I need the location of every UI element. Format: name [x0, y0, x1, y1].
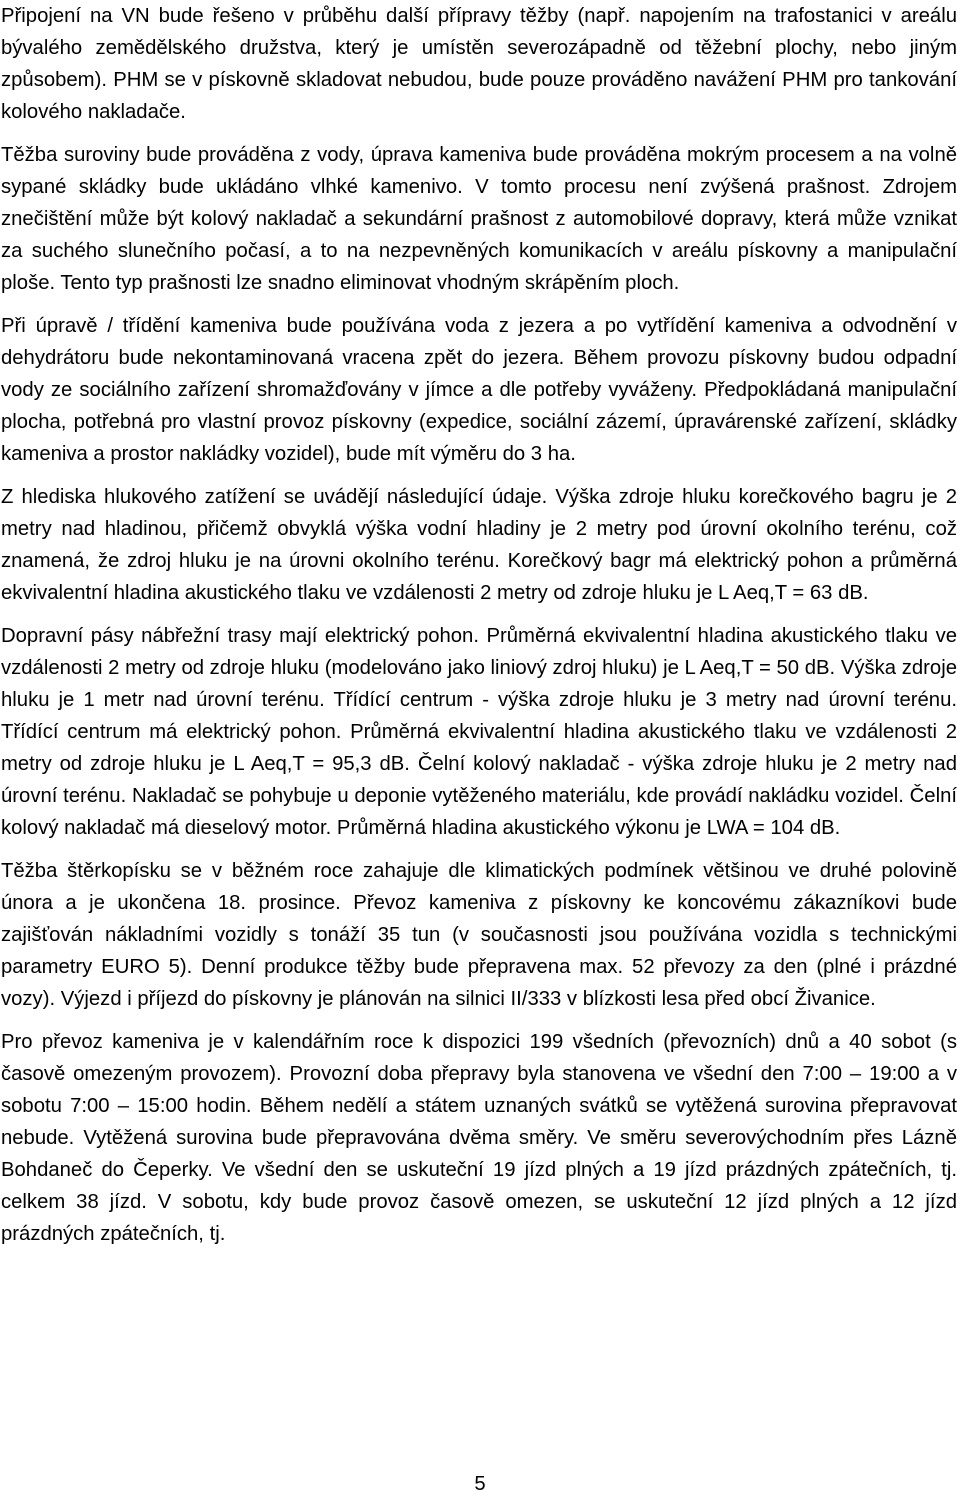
paragraph-4: Z hlediska hlukového zatížení se uvádějí následující údaje. Výška zdroje hluku korečkového bagru je 2 metry nad hladinou, přičemž obvyklá výška vodní hladiny je 2 metry pod úrovní okolního terénu, což znamená, že zdroj hluku je na úrovni okolního terénu. Korečkový bagr má elektrický pohon a průměrná ekvivalentní hladina akustického tlaku ve vzdálenosti 2 metry od zdroje hluku je L Aeq,T = 63 dB.	[1, 486, 957, 604]
paragraph-1: Připojení na VN bude řešeno v průběhu další přípravy těžby (např. napojením na trafostanici v areálu bývalého zemědělského družstva, který je umístěn severozápadně od těžební plochy, nebo jiným způsobem). PHM se v pískovně skladovat nebudou, bude pouze prováděno navážení PHM pro tankování kolového nakladače.	[1, 5, 957, 123]
paragraph-6: Těžba štěrkopísku se v běžném roce zahajuje dle klimatických podmínek většinou ve druhé polovině února a je ukončena 18. prosince. Převoz kameniva z pískovny ke koncovému zákazníkovi bude zajišťován nákladními vozidly s tonáží 35 tun (v současnosti jsou používána vozidla s technickými parametry EURO 5). Denní produkce těžby bude přepravena max. 52 převozy za den (plné i prázdné vozy). Výjezd i příjezd do pískovny je plánován na silnici II/333 v blízkosti lesa před obcí Živanice.	[1, 860, 957, 1010]
paragraph-2: Těžba suroviny bude prováděna z vody, úprava kameniva bude prováděna mokrým procesem a na volně sypané skládky bude ukládáno vlhké kamenivo. V tomto procesu není zvýšená prašnost. Zdrojem znečištění může být kolový nakladač a sekundární prašnost z automobilové dopravy, která může vznikat za suchého slunečního počasí, a to na nezpevněných komunikacích v areálu pískovny a manipulační ploše. Tento typ prašnosti lze snadno eliminovat vhodným skrápěním ploch.	[1, 144, 957, 294]
document-body	[1, 0, 957, 1261]
paragraph-3: Při úpravě / třídění kameniva bude používána voda z jezera a po vytřídění kameniva a odvodnění v dehydrátoru bude nekontaminovaná vracena zpět do jezera. Během provozu pískovny budou odpadní vody ze sociálního zařízení shromažďovány v jímce a dle potřeby vyváženy. Předpokládaná manipulační plocha, potřebná pro vlastní provoz pískovny (expedice, sociální zázemí, úpravárenské zařízení, skládky kameniva a prostor nakládky vozidel), bude mít výměru do 3 ha.	[1, 315, 957, 465]
page-number: 5	[474, 1473, 486, 1495]
paragraph-7: Pro převoz kameniva je v kalendářním roce k dispozici 199 všedních (převozních) dnů a 40 sobot (s časově omezeným provozem). Provozní doba přepravy byla stanovena ve všední den 7:00 – 19:00 a v sobotu 7:00 – 15:00 hodin. Během nedělí a státem uznaných svátků se vytěžená surovina přepravovat nebude. Vytěžená surovina bude přepravována dvěma směry. Ve směru severovýchodním přes Lázně Bohdaneč do Čeperky. Ve všední den se uskuteční 19 jízd plných a 19 jízd prázdných zpátečních, tj. celkem 38 jízd. V sobotu, kdy bude provoz časově omezen, se uskuteční 12 jízd plných a 12 jízd prázdných zpátečních, tj.	[1, 1031, 957, 1245]
paragraph-5: Dopravní pásy nábřežní trasy mají elektrický pohon. Průměrná ekvivalentní hladina akustického tlaku ve vzdálenosti 2 metry od zdroje hluku (modelováno jako liniový zdroj hluku) je L Aeq,T = 50 dB. Výška zdroje hluku je 1 metr nad úrovní terénu. Třídící centrum - výška zdroje hluku je 3 metry nad úrovní terénu. Třídící centrum má elektrický pohon. Průměrná ekvivalentní hladina akustického tlaku ve vzdálenosti 2 metry od zdroje hluku je L Aeq,T = 95,3 dB. Čelní kolový nakladač - výška zdroje hluku je 2 metry nad úrovní terénu. Nakladač se pohybuje u deponie vytěženého materiálu, kde provádí nakládku vozidel. Čelní kolový nakladač má dieselový motor. Průměrná hladina akustického výkonu je LWA = 104 dB.	[1, 625, 957, 839]
